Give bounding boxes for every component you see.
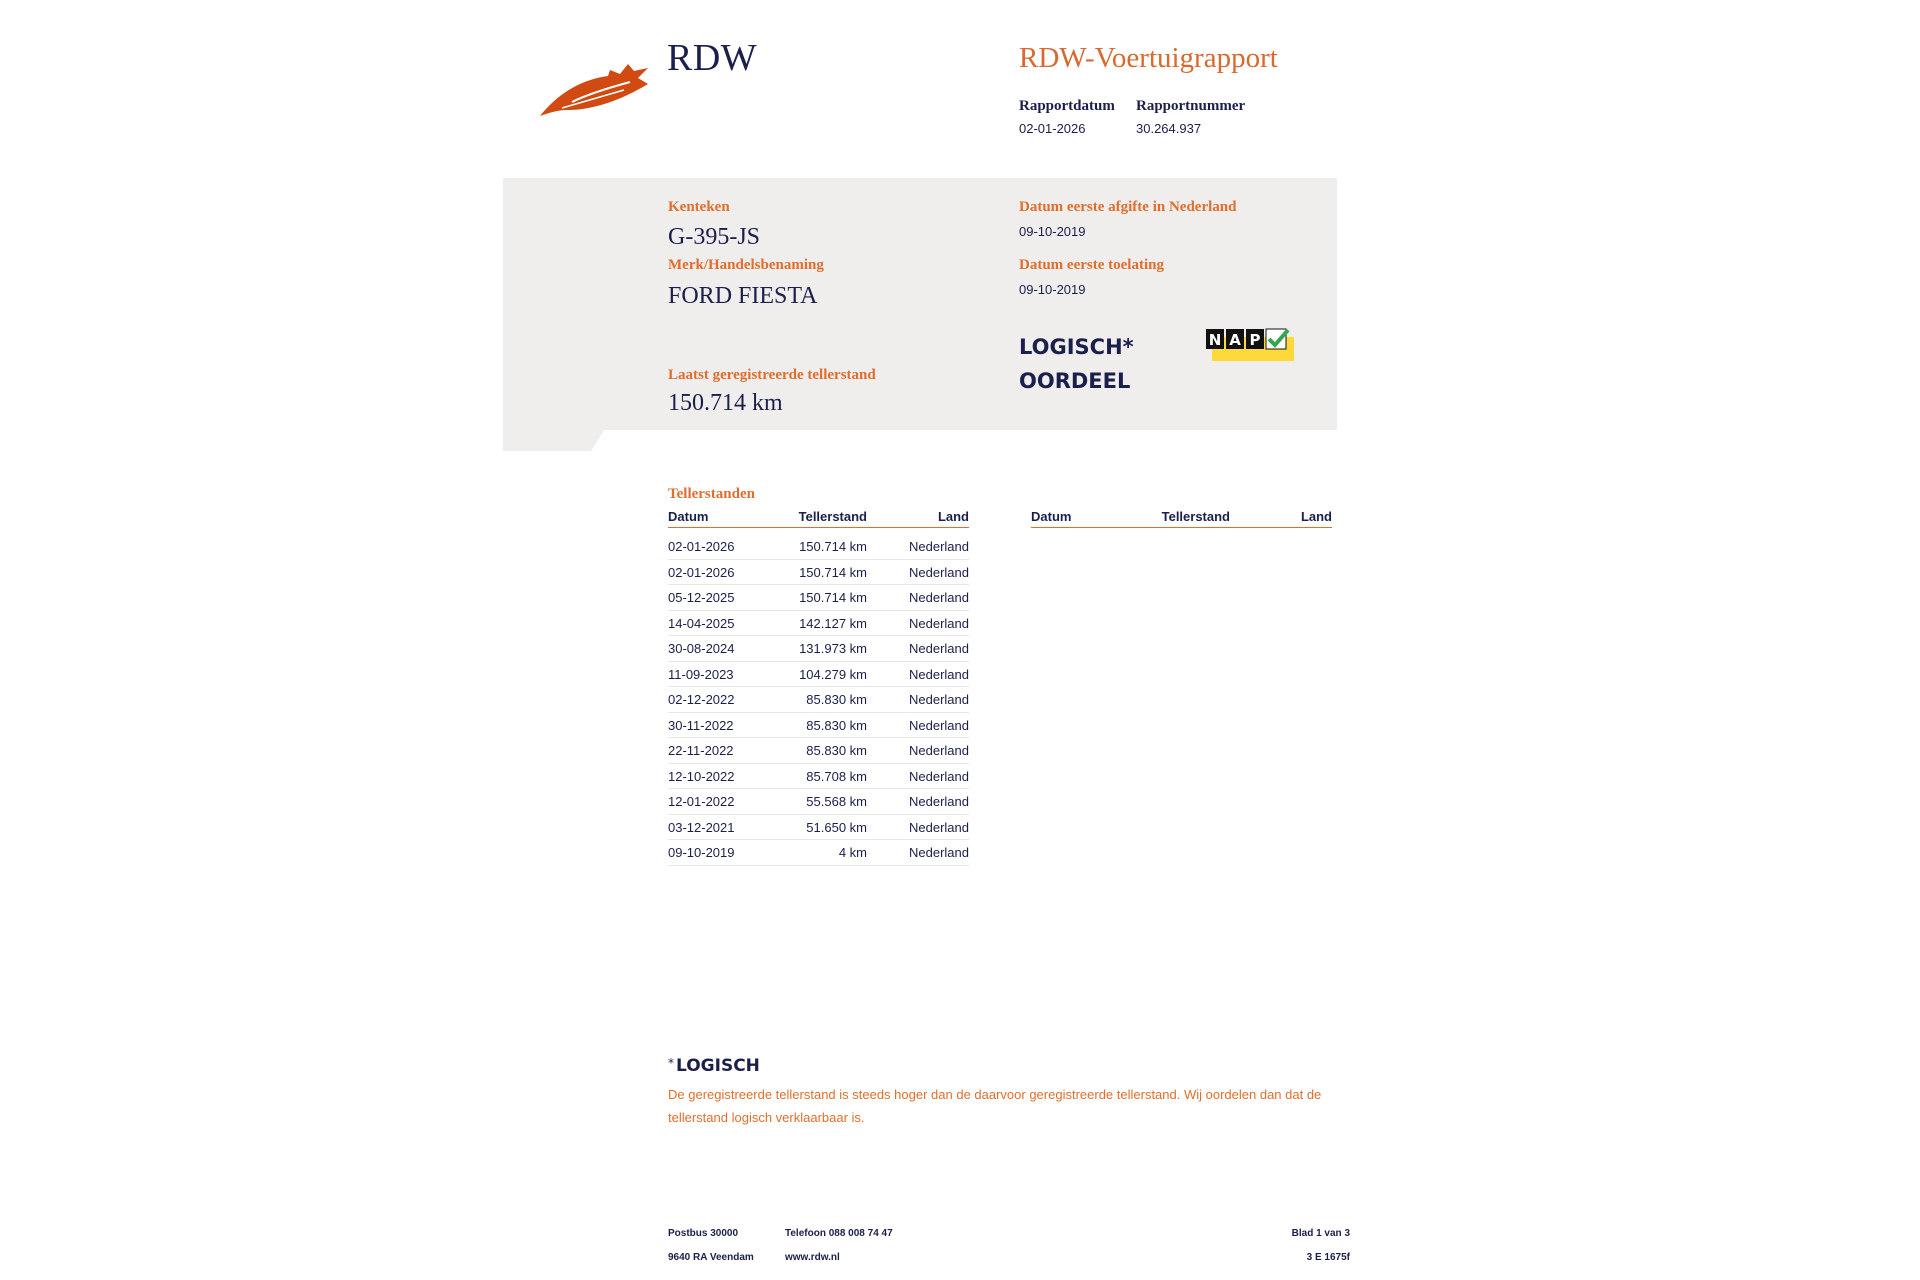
table-row <box>668 738 969 764</box>
footer-page-number: Blad 1 van 3 <box>1291 1228 1350 1239</box>
cell-country: Nederland <box>909 743 969 758</box>
cell-odometer: 85.830 km <box>806 717 867 733</box>
col-header-date: Datum <box>668 509 709 524</box>
cell-country: Nederland <box>909 692 969 707</box>
cell-date: 30-08-2024 <box>668 641 735 656</box>
table-row <box>668 560 969 586</box>
nap-verdict <box>1019 330 1134 398</box>
cell-country: Nederland <box>909 666 969 682</box>
table-row <box>668 815 969 841</box>
first-issue-nl-value: 09-10-2019 <box>1019 224 1086 239</box>
readings-table-right <box>1031 509 1332 528</box>
footer-phone: Telefoon 088 008 74 47 <box>785 1228 893 1239</box>
nap-letter-a: A <box>1229 331 1241 349</box>
plate-label: Kenteken <box>668 199 730 215</box>
table-row <box>668 585 969 611</box>
footer-address: 9640 RA Veendam <box>668 1252 754 1263</box>
verdict-line-2: OORDEEL <box>1019 369 1131 393</box>
cell-odometer: 85.830 km <box>806 743 867 758</box>
cell-odometer: 85.708 km <box>806 768 867 784</box>
table-row <box>668 611 969 637</box>
cell-odometer: 55.568 km <box>806 794 867 809</box>
cell-country: Nederland <box>909 615 969 631</box>
cell-country: Nederland <box>909 717 969 733</box>
col-header-odometer: Tellerstand <box>798 509 867 524</box>
cell-odometer: 85.830 km <box>806 692 867 707</box>
verdict-line-1: LOGISCH* <box>1019 335 1134 359</box>
cell-odometer: 150.714 km <box>799 590 867 605</box>
first-issue-nl-label: Datum eerste afgifte in Nederland <box>1019 199 1237 215</box>
footnote-title-text: LOGISCH <box>676 1056 760 1076</box>
footnote-star: * <box>668 1056 674 1070</box>
readings-table-right-header <box>1031 509 1332 528</box>
table-row <box>668 764 969 790</box>
first-admission-value: 09-10-2019 <box>1019 282 1086 297</box>
nap-letter-p: P <box>1249 331 1261 349</box>
cell-country: Nederland <box>909 641 969 656</box>
readings-rows <box>668 534 969 866</box>
footer-postbus: Postbus 30000 <box>668 1228 739 1239</box>
footnote-title <box>668 1056 760 1076</box>
brand-name: RDW <box>667 37 758 79</box>
cell-odometer: 131.973 km <box>799 641 867 656</box>
cell-country: Nederland <box>909 564 969 580</box>
col-header-country-right: Land <box>1300 509 1332 524</box>
col-header-odometer-right: Tellerstand <box>1161 509 1230 524</box>
cell-country: Nederland <box>909 845 969 860</box>
cell-country: Nederland <box>909 819 969 835</box>
col-header-country: Land <box>937 509 969 524</box>
make-value: FORD FIESTA <box>668 283 818 309</box>
odometer-label: Laatst geregistreerde tellerstand <box>668 367 876 383</box>
table-row <box>668 636 969 662</box>
cell-date: 05-12-2025 <box>668 590 735 605</box>
cell-date: 14-04-2025 <box>668 615 735 631</box>
cell-date: 02-12-2022 <box>668 692 735 707</box>
rdw-logo-icon <box>538 56 652 118</box>
footer-website: www.rdw.nl <box>785 1252 840 1263</box>
first-admission-label: Datum eerste toelating <box>1019 257 1164 273</box>
cell-country: Nederland <box>909 794 969 809</box>
table-row <box>668 789 969 815</box>
cell-country: Nederland <box>909 590 969 605</box>
report-number: 30.264.937 <box>1136 121 1202 136</box>
cell-odometer: 142.127 km <box>799 615 867 631</box>
table-row <box>668 713 969 739</box>
footnote-text: De geregistreerde tellerstand is steeds hoger dan de daarvoor geregistreerde tellerstand. Wij oordelen dan dat de tellerstand logisch verklaarbaar is. <box>668 1087 1322 1125</box>
report-title: RDW-Voertuigrapport <box>1019 42 1278 74</box>
footer-code: 3 E 1675f <box>1306 1252 1350 1263</box>
cell-odometer: 150.714 km <box>799 539 867 554</box>
nap-logo-icon <box>1206 327 1294 361</box>
plate-value: G-395-JS <box>668 224 761 250</box>
panel-tab-shape <box>503 429 605 451</box>
cell-date: 02-01-2026 <box>668 564 735 580</box>
cell-country: Nederland <box>909 539 969 554</box>
cell-date: 09-10-2019 <box>668 845 735 860</box>
readings-table-header <box>668 509 969 528</box>
cell-date: 30-11-2022 <box>668 717 734 733</box>
cell-date: 11-09-2023 <box>668 666 734 682</box>
col-header-date-right: Datum <box>1031 509 1072 524</box>
cell-date: 02-01-2026 <box>668 539 735 554</box>
report-date: 02-01-2026 <box>1019 121 1086 136</box>
cell-date: 12-10-2022 <box>668 768 735 784</box>
readings-table <box>668 509 969 866</box>
table-row <box>668 840 969 866</box>
report-date-label: Rapportdatum <box>1019 98 1115 114</box>
make-label: Merk/Handelsbenaming <box>668 257 824 273</box>
cell-odometer: 4 km <box>838 845 867 860</box>
cell-odometer: 104.279 km <box>799 666 867 682</box>
readings-title: Tellerstanden <box>668 486 755 502</box>
table-row <box>668 534 969 560</box>
table-row <box>668 687 969 713</box>
cell-date: 22-11-2022 <box>668 743 734 758</box>
table-row <box>668 662 969 688</box>
cell-date: 03-12-2021 <box>668 819 735 835</box>
report-number-label: Rapportnummer <box>1136 98 1246 114</box>
cell-odometer: 51.650 km <box>806 819 867 835</box>
cell-odometer: 150.714 km <box>799 564 867 580</box>
cell-date: 12-01-2022 <box>668 794 735 809</box>
cell-country: Nederland <box>909 768 969 784</box>
nap-letter-n: N <box>1208 331 1222 349</box>
odometer-value: 150.714 km <box>668 390 783 416</box>
